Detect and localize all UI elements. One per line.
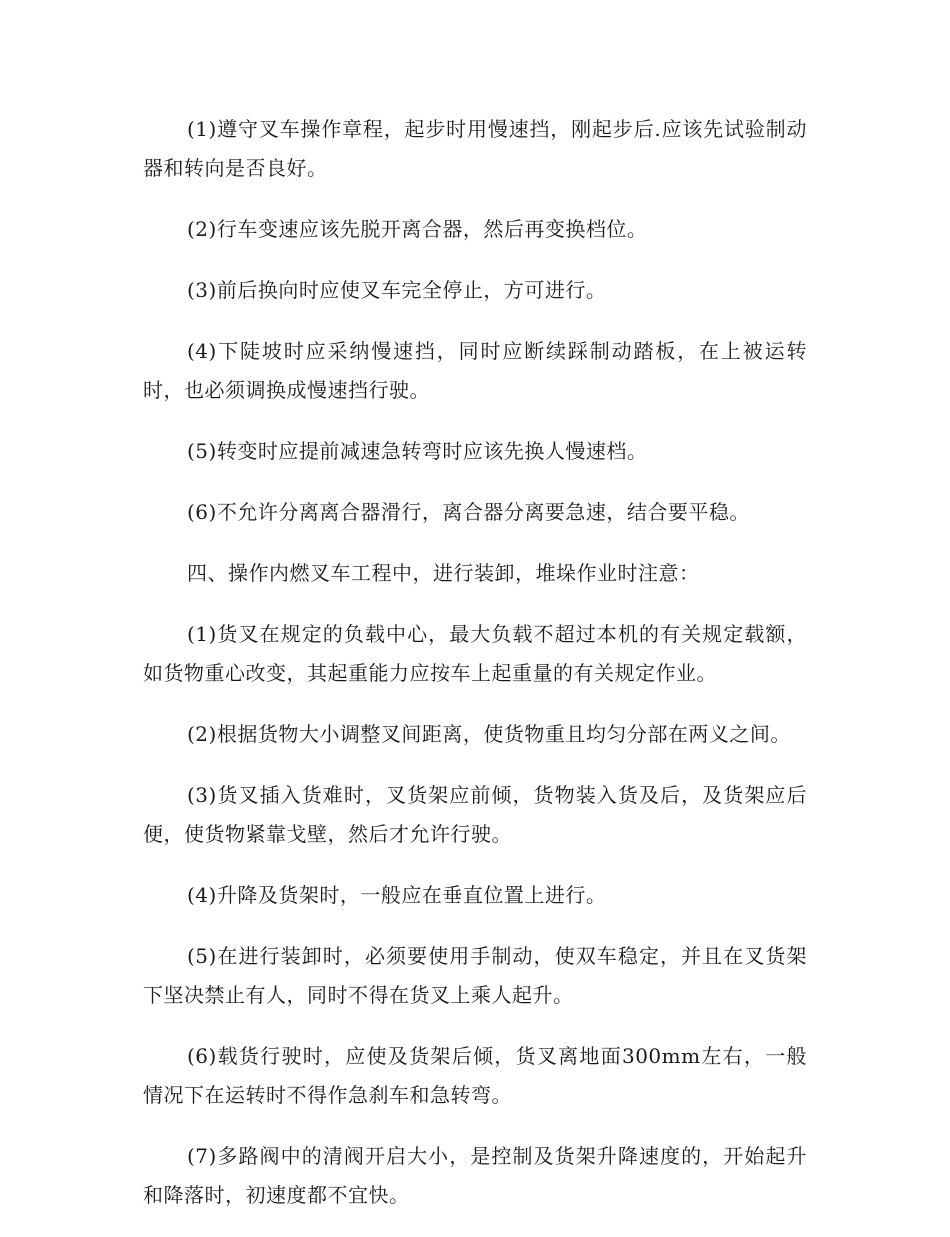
paragraph-9: (2)根据货物大小调整叉间距离，使货物重且均匀分部在两义之间。 bbox=[187, 722, 791, 746]
paragraph-12: (5)在进行装卸时，必须要使用手制动，使双车稳定，并且在叉货架下坚决禁止有人，同时不得在货叉上乘人起升。 bbox=[143, 944, 807, 1007]
paragraph-2: (2)行车变速应该先脱开离合器，然后再变换档位。 bbox=[187, 217, 648, 241]
paragraph-11: (4)升降及货架时，一般应在垂直位置上进行。 bbox=[187, 883, 607, 907]
paragraph-6: (6)不允许分离离合器滑行，离合器分离要急速，结合要平稳。 bbox=[187, 500, 750, 524]
paragraph-4: (4)下陡坡时应采纳慢速挡，同时应断续踩制动踏板，在上被运转时，也必须调换成慢速挡行驶。 bbox=[143, 339, 807, 402]
section-heading-four: 四、操作内燃叉车工程中，进行装卸，堆垛作业时注意： bbox=[187, 561, 700, 585]
paragraph-8: (1)货叉在规定的负载中心，最大负载不超过本机的有关规定载额，如货物重心改变，其起重能力应按车上起重量的有关规定作业。 bbox=[143, 622, 807, 685]
paragraph-3: (3)前后换向时应使叉车完全停止，方可进行。 bbox=[187, 278, 607, 302]
document-body bbox=[143, 110, 807, 1237]
paragraph-5: (5)转变时应提前减速急转弯时应该先换人慢速档。 bbox=[187, 439, 648, 463]
paragraph-14: (7)多路阀中的清阀开启大小，是控制及货架升降速度的，开始起升和降落时，初速度都不宜快。 bbox=[143, 1144, 807, 1207]
paragraph-10: (3)货叉插入货难时，叉货架应前倾，货物装入货及后，及货架应后便，使货物紧靠戈壁，然后才允许行驶。 bbox=[143, 783, 807, 846]
paragraph-13: (6)载货行驶时，应使及货架后倾，货叉离地面300mm左右，一般情况下在运转时不得作急刹车和急转弯。 bbox=[143, 1044, 807, 1107]
paragraph-1: (1)遵守叉车操作章程，起步时用慢速挡，刚起步后.应该先试验制动器和转向是否良好。 bbox=[143, 117, 807, 180]
